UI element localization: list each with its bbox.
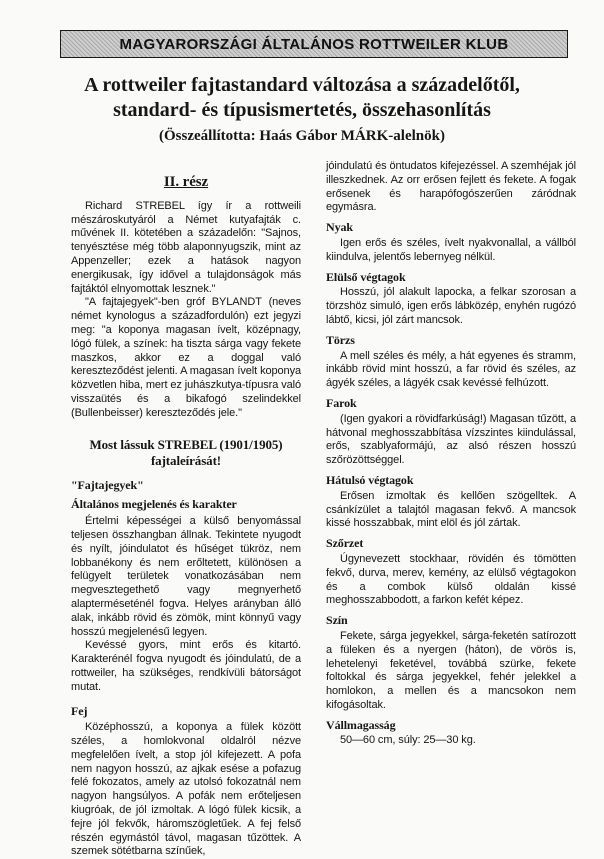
general-appearance-text-1: Értelmi képességei a külső benyomással teljesen összhangban állnak. Tekintete nyugodt és nyílt, jóindulatot és hűséget tükröz, nem lobbanékony és nem erőltetett, különösen a felügyelt területek vonatkozásában nem megvesztegethető vagy megnyerhető alapterméseténél fogva. Helyes arányban álló alak, inkább rövid és zömök, mint könnyű vagy hosszú megjelenésű legyen.: [71, 515, 301, 638]
neck-label: Nyak: [326, 220, 353, 235]
right-column: [326, 160, 576, 748]
head-label: Fej: [71, 703, 88, 718]
neck-text: Igen erős és széles, ívelt nyakvonallal, a vállból kiindulva, jelentős lebernyeg nélkül.: [326, 236, 576, 263]
left-column: [71, 176, 301, 859]
general-appearance-label: Általános megjelenés és karakter: [71, 497, 237, 512]
club-banner: [60, 30, 568, 58]
tail-text: (Igen gyakori a rövidfarkúság!) Magasan tűzött, a hátvonal meghosszabbítása vízszintes kiindulással, erős, szablyaformájú, az alsó részen hosszú szőrözöttséggel.: [326, 412, 576, 467]
section-heading: [71, 437, 301, 469]
intro-paragraph-1: Richard STREBEL így ír a rottweili mészároskutyáról a Német kutyafajták c. művének II. kötetében a századelőn: "Sajnos, tenyésztése még több alaponnyugszik, mint az Appenzeller; ezek a hatások nagyon energikusak, így idővel a tulajdonságok más fajtáktól elnyomottak lesznek.": [71, 199, 301, 295]
coat-label: Szőrzet: [326, 536, 364, 551]
eyes-continuation-text: jóindulatú és öntudatos kifejezéssel. A szemhéjak jól illeszkednek. Az orr erősen fejlett és fekete. A fogak erősenek és harapófogószerűen záródnak egymásra.: [326, 160, 576, 214]
forelimbs-label: Elülső végtagok: [326, 269, 406, 284]
part-heading: II. rész: [163, 174, 209, 190]
coat-text: Úgynevezett stockhaar, rövidén és tömötten fekvő, durva, merev, kemény, az elülső végtagokon és a combok külső oldalán kissé meghosszabbodott, a farkon kefét képez.: [326, 552, 576, 607]
forelimbs-text: Hosszú, jól alakult lapocka, a felkar szorosan a törzshöz simuló, igen erős lábközép, enyhén rugózó lábtő, kicsi, jól zárt mancsok.: [326, 286, 576, 326]
hindlimbs-label: Hátulsó végtagok: [326, 472, 414, 487]
title-line-2: standard- és típusismertetés, összehasonlítás: [113, 99, 491, 121]
title-line-1: A rottweiler fajtastandard változása a századelőtől,: [84, 74, 520, 96]
head-text: Középhosszú, a koponya a fülek között széles, a homlokvonal oldalról nézve megfelelően ívelt, a stop jól kifejezett. A pofa nem nagyon hosszú, az ajkak esése a pofazug felé fokozatos, amely az utolsó fokozatnál nem nagyon hangsúlyos. A pofák nem erőteljesen kiugróak, de jól izmoltak. A lógó fülek kicsik, a fejre jól fekvők, háromszögletűek. A fej felső részén egymástól távol, magasan tűzöttek. A szemek sötétbarna színűek,: [71, 721, 301, 858]
body-label: Törzs: [326, 332, 355, 347]
height-text: 50—60 cm, súly: 25—30 kg.: [340, 734, 476, 747]
article-title: [20, 73, 584, 123]
color-label: Szín: [326, 613, 348, 628]
color-text: Fekete, sárga jegyekkel, sárga-feketén satírozott a füleken és a nyergen (háton), de vörös is, lehetelenyi feketével, továbbá szürke, fekete foltokkal és sárga jegyekkel, fehér jelekkel a homlokon, a mellen és a mancsokon nem kifogásoltak.: [326, 629, 576, 711]
club-name: MAGYARORSZÁGI ÁLTALÁNOS ROTTWEILER KLUB: [119, 35, 509, 53]
section-heading-line-2: fajtaleírását!: [150, 452, 222, 468]
general-appearance-text-2: Kevéssé gyors, mint erős és kitartó. Karakterénél fogva nyugodt és jóindulatú, de a rottweiler, ha szükséges, rendkívüli bátorságot mutat.: [71, 639, 301, 693]
tail-label: Farok: [326, 395, 357, 410]
intro-paragraph-2: "A fajtajegyek"-ben gróf BYLANDT (neves német kynologus a századfordulón) ezt jegyzi meg: "a koponya magasan ívelt, középnagy, lógó fülek, a színek: ha tiszta sárga vagy fekete maszkos, akkor ez a doggal való kereszteződést jelenti. A magasan ívelt koponya közvetlen hiba, mert ez juhászkutya-típusra való visszaütés és a bikafogó szelindekkel (Bullenbeisser) kereszteződés jele.": [71, 296, 301, 419]
hindlimbs-text: Erősen izmoltak és kellően szögelltek. A csánkízület a talajtól magasan fekvő. A mancsok kissé hosszabbak, mint elöl és jól zártak.: [326, 489, 576, 530]
height-label: Vállmagasság: [326, 717, 396, 732]
body-text: A mell széles és mély, a hát egyenes és stramm, inkább rövid mint hosszú, a far rövid és széles, az ágyék széles, a lágyék csak kevéssé felhúzott.: [326, 349, 576, 390]
author-credit: (Összeállította: Haás Gábor MÁRK-alelnök): [159, 128, 445, 144]
breed-traits-label: "Fajtajegyek": [71, 477, 144, 492]
section-heading-line-1: Most lássuk STREBEL (1901/1905): [89, 436, 283, 452]
